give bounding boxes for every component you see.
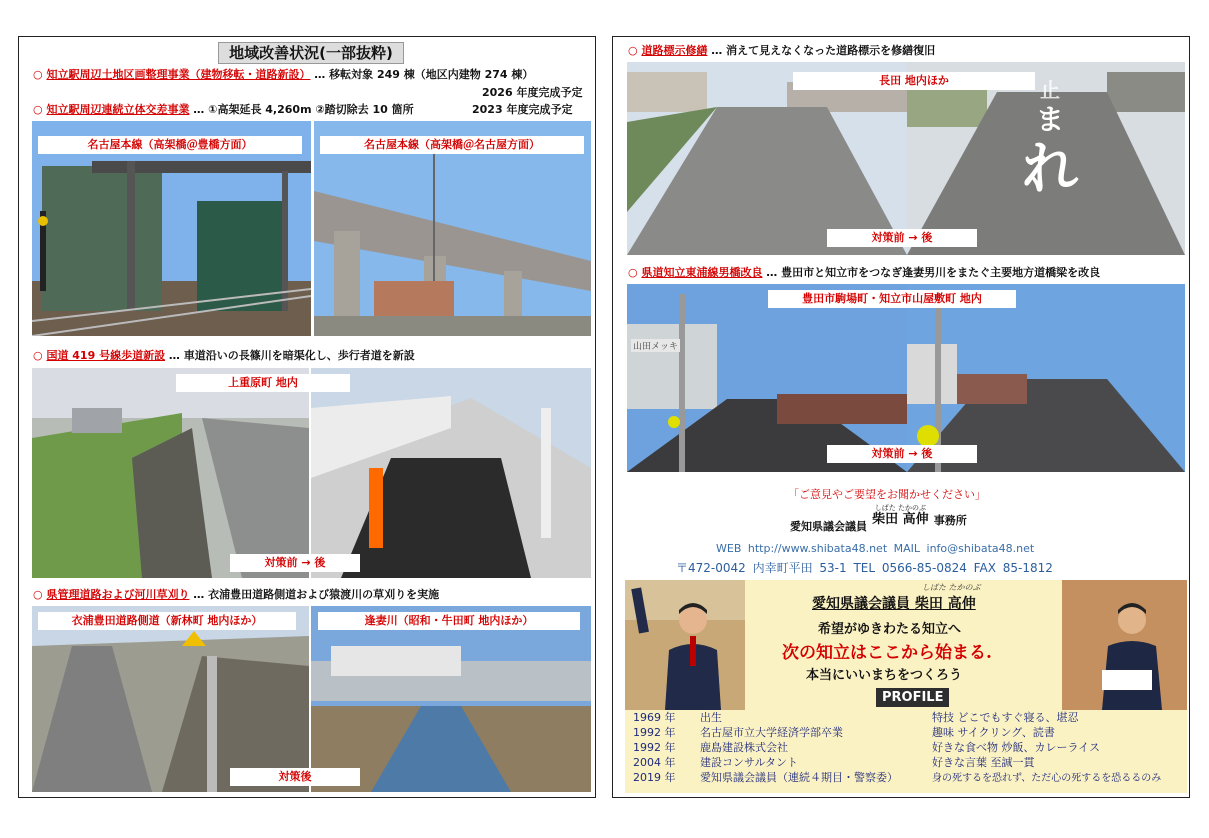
address-line: 〒472-0042 内幸町平田 53-1 TEL 0566-85-0824 FAX 85-1812 <box>676 561 1053 575</box>
photo-label-before-after: 対策前 → 後 <box>230 554 360 572</box>
office-line <box>790 504 967 533</box>
right-section-2-text: … 豊田市と知立市をつなぎ逢妻男川をまたぐ主要地方道橋梁を改良 <box>766 266 1101 279</box>
right-section-1 <box>628 44 935 58</box>
photo-label-after: 対策後 <box>230 768 360 786</box>
photo-sidewalk-before <box>32 368 309 578</box>
history-text: 鹿島建設株式会社 <box>700 741 788 754</box>
bullet: ○ <box>33 349 43 362</box>
request-text: 「ご意見やご要望をお聞かせください」 <box>788 488 986 501</box>
bullet: ○ <box>628 266 638 279</box>
slogan-1: 希望がゆきわたる知立へ <box>818 622 962 637</box>
photo-label-before-after: 対策前 → 後 <box>827 229 977 247</box>
trait-item: 好きな言葉 至誠一貫 <box>932 756 1035 769</box>
slogan-2: 次の知立はここから始まる. <box>782 643 992 663</box>
office-suffix: 事務所 <box>933 514 967 527</box>
shop-sign: 山田メッキ <box>631 339 680 352</box>
section-3-text: … 車道沿いの長篠川を暗渠化し、歩行者道を新設 <box>168 349 415 362</box>
photo-label: 名古屋本線（高架橋＠豊橋方面） <box>38 136 302 154</box>
road-marking-char: ま <box>1035 103 1064 136</box>
history-text: 名古屋市立大学経済学部卒業 <box>700 726 843 739</box>
portrait-left <box>625 580 745 710</box>
trait-item: 身の死するを恐れず、ただ心の死するを恐るるのみ <box>932 773 1162 784</box>
section-4-text: … 衣浦豊田道路側道および猿渡川の草刈りを実施 <box>193 588 440 601</box>
trait-item: 特技 どこでもすぐ寝る、堪忍 <box>932 711 1079 724</box>
history-year: 1992 年 <box>633 726 676 739</box>
section-1-text: … 移転対象 249 棟（地区内建物 274 棟） <box>314 68 534 81</box>
photo-river <box>311 606 591 792</box>
photo-sidewalk-after <box>311 368 591 578</box>
trait-item: 趣味 サイクリング、読書 <box>932 726 1055 739</box>
banner-ruby: しばた たかのぶ <box>922 583 981 592</box>
photo-bridge-before <box>627 284 907 472</box>
history-year: 1969 年 <box>633 711 676 724</box>
history-text: 愛知県議会議員（連続４期目・警察委） <box>700 771 898 784</box>
history-year: 2004 年 <box>633 756 676 769</box>
portrait-right <box>1062 580 1187 710</box>
right-section-1-text: … 消えて見えなくなった道路標示を修繕復旧 <box>711 44 936 57</box>
photo-label: 名古屋本線（高架橋＠名古屋方面） <box>320 136 584 154</box>
bullet: ○ <box>33 103 43 116</box>
photo-label-before-after: 対策前 → 後 <box>827 445 977 463</box>
office-ruby: しばた たかのぶ <box>874 504 926 512</box>
office-prefix: 愛知県議会議員 <box>790 520 867 533</box>
section-2-sub: 2023 年度完成予定 <box>472 103 573 116</box>
photo-bridge-after <box>907 284 1185 472</box>
right-section-2-heading: 県道知立東浦線男橋改良 <box>641 266 763 279</box>
photo-label: 上重原町 地内 <box>176 374 350 392</box>
section-2-heading: 知立駅周辺連続立体交差事業 <box>46 103 190 116</box>
section-title: 地域改善状況(一部抜粋) <box>218 42 404 64</box>
section-2 <box>33 103 414 117</box>
web-mail-line[interactable]: WEB http://www.shibata48.net MAIL info@shibata48.net <box>716 542 1035 555</box>
right-section-2 <box>628 266 1100 280</box>
photo-side-road <box>32 606 309 792</box>
trait-item: 好きな食べ物 炒飯、カレーライス <box>932 741 1101 754</box>
slogan-3: 本当にいいまちをつくろう <box>806 668 963 683</box>
section-1-sub: 2026 年度完成予定 <box>482 86 583 99</box>
history-text: 建設コンサルタント <box>700 756 799 769</box>
right-section-1-heading: 道路標示修繕 <box>641 44 708 57</box>
photo-label: 豊田市駒場町・知立市山屋敷町 地内 <box>768 290 1016 308</box>
profile-heading: PROFILE <box>876 688 949 707</box>
road-marking-char: れ <box>1022 137 1078 202</box>
history-text: 出生 <box>700 711 722 724</box>
section-2-text: … ①高架延長 4,260m ②踏切除去 10 箇所 <box>193 103 414 116</box>
section-3 <box>33 349 415 363</box>
photo-label: 長田 地内ほか <box>793 72 1035 90</box>
photo-road-before <box>627 62 907 255</box>
section-1-heading: 知立駅周辺土地区画整理事業（建物移転・道路新設） <box>46 68 311 81</box>
photo-label: 衣浦豊田道路側道（新林町 地内ほか） <box>38 612 296 630</box>
section-1 <box>33 68 533 82</box>
photo-label: 逢妻川（昭和・牛田町 地内ほか） <box>318 612 580 630</box>
bullet: ○ <box>628 44 638 57</box>
banner-title: 愛知県議会議員 柴田 高伸 <box>812 596 976 612</box>
history-year: 2019 年 <box>633 771 676 784</box>
office-name-block <box>872 504 929 528</box>
road-marking-char: 止 <box>1040 78 1060 102</box>
section-4-heading: 県管理道路および河川草刈り <box>46 588 190 601</box>
road-marking <box>1010 78 1090 202</box>
section-3-heading: 国道 419 号線歩道新設 <box>46 349 166 362</box>
office-name: 柴田 高伸 <box>872 512 929 527</box>
bullet: ○ <box>33 68 43 81</box>
section-4 <box>33 588 439 602</box>
bullet: ○ <box>33 588 43 601</box>
history-year: 1992 年 <box>633 741 676 754</box>
